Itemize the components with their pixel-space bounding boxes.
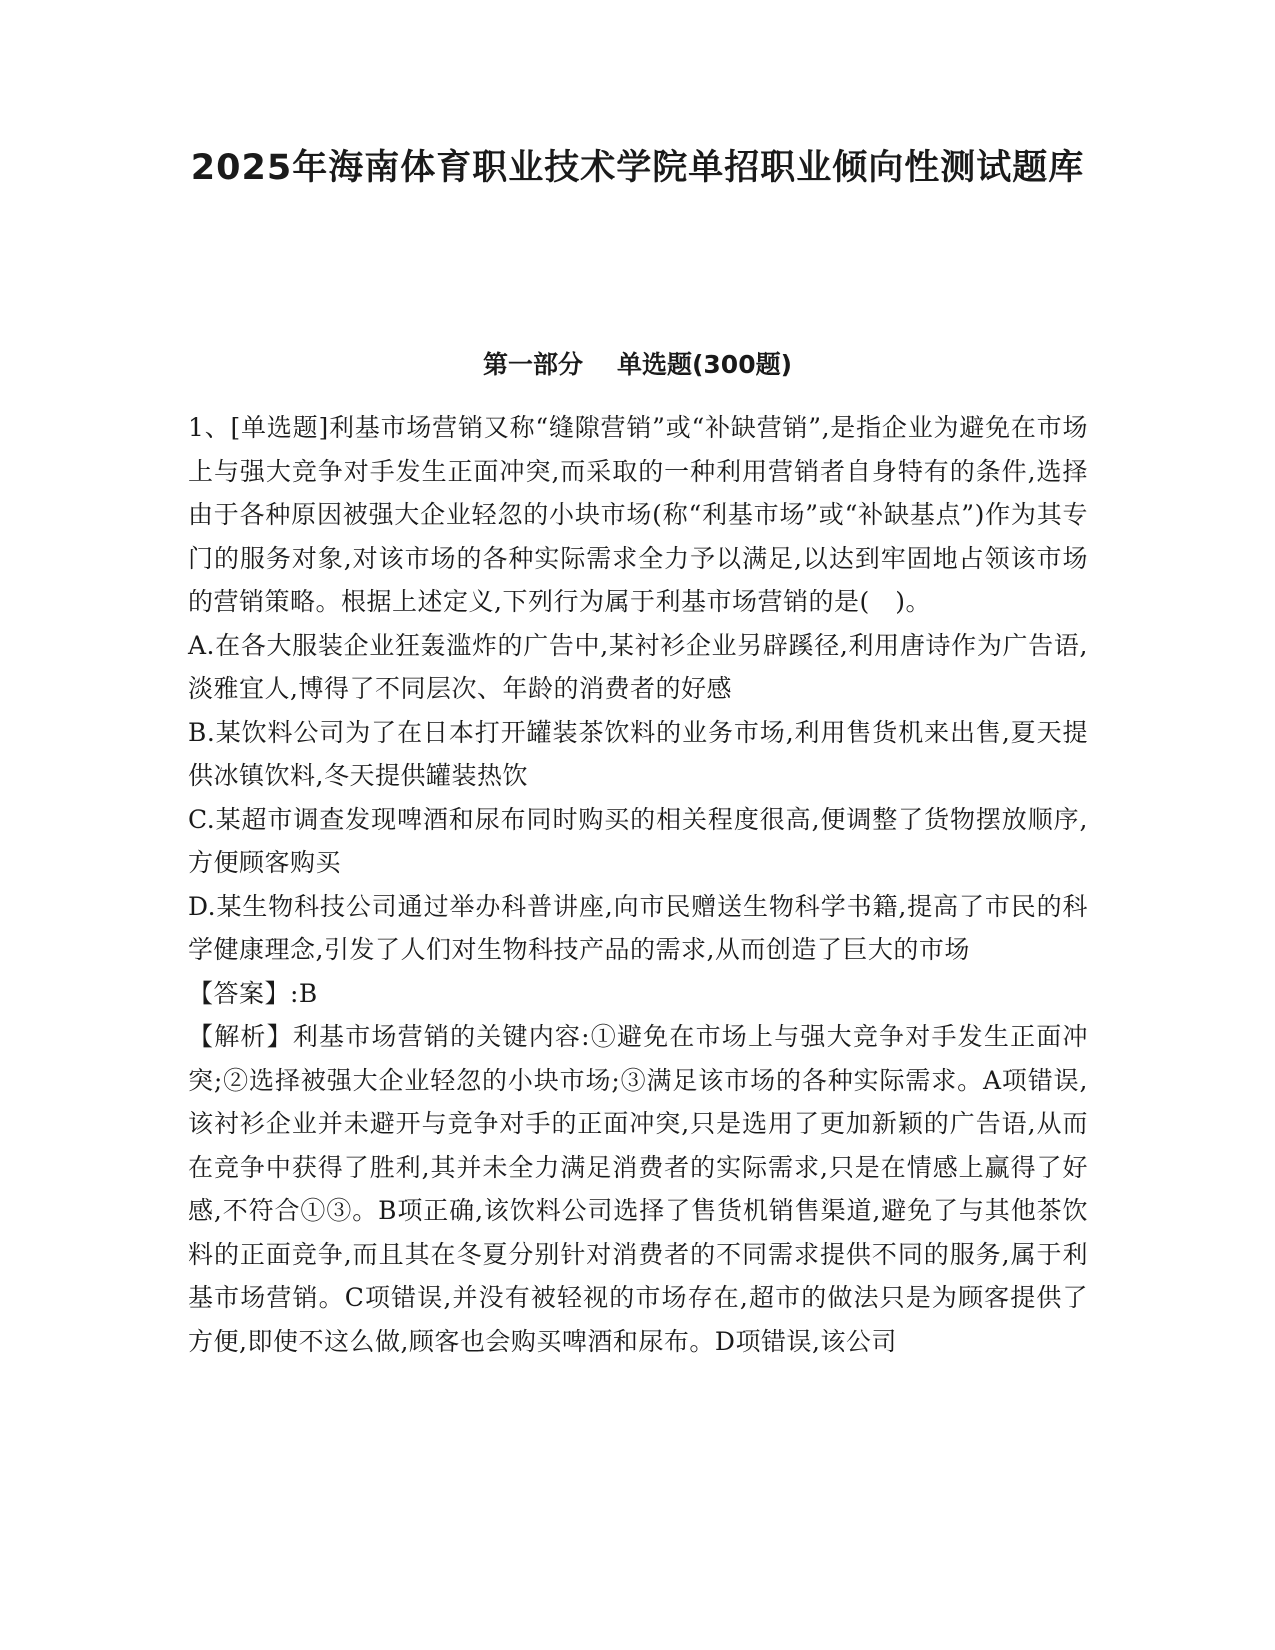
- question-block: [188, 406, 1088, 1363]
- section-heading-type: 单选题(300题): [616, 350, 793, 379]
- option-c: C.某超市调查发现啤酒和尿布同时购买的相关程度很高,便调整了货物摆放顺序,方便顾客购买: [188, 804, 1088, 877]
- document-title: 2025年海南体育职业技术学院单招职业倾向性测试题库: [190, 148, 1085, 188]
- analysis-text: 【解析】利基市场营销的关键内容:①避免在市场上与强大竞争对手发生正面冲突;②选择被强大企业轻忽的小块市场;③满足该市场的各种实际需求。A项错误,该衬衫企业并未避开与竞争对手的正面冲突,只是选用了更加新颖的广告语,从而在竞争中获得了胜利,其并未全力满足消费者的实际需求,只是在情感上赢得了好感,不符合①③。B项正确,该饮料公司选择了售货机销售渠道,避免了与其他茶饮料的正面竞争,而且其在冬夏分别针对消费者的不同需求提供不同的服务,属于利基市场营销。C项错误,并没有被轻视的市场存在,超市的做法只是为顾客提供了方便,即使不这么做,顾客也会购买啤酒和尿布。D项错误,该公司: [188, 1022, 1088, 1356]
- answer-line: 【答案】:B: [188, 978, 318, 1008]
- section-heading-part: 第一部分: [482, 350, 583, 379]
- question-stem: 1、[单选题]利基市场营销又称“缝隙营销”或“补缺营销”,是指企业为避免在市场上与强大竞争对手发生正面冲突,而采取的一种利用营销者自身特有的条件,选择由于各种原因被强大企业轻忽的小块市场(称“利基市场”或“补缺基点”)作为其专门的服务对象,对该市场的各种实际需求全力予以满足,以达到牢固地占领该市场的营销策略。根据上述定义,下列行为属于利基市场营销的是( )。: [188, 413, 1088, 616]
- option-d: D.某生物科技公司通过举办科普讲座,向市民赠送生物科学书籍,提高了市民的科学健康理念,引发了人们对生物科技产品的需求,从而创造了巨大的市场: [188, 891, 1088, 964]
- option-b: B.某饮料公司为了在日本打开罐装茶饮料的业务市场,利用售货机来出售,夏天提供冰镇饮料,冬天提供罐装热饮: [188, 717, 1088, 790]
- option-a: A.在各大服装企业狂轰滥炸的广告中,某衬衫企业另辟蹊径,利用唐诗作为广告语,淡雅宜人,博得了不同层次、年龄的消费者的好感: [188, 630, 1088, 703]
- section-heading: [160, 347, 1115, 383]
